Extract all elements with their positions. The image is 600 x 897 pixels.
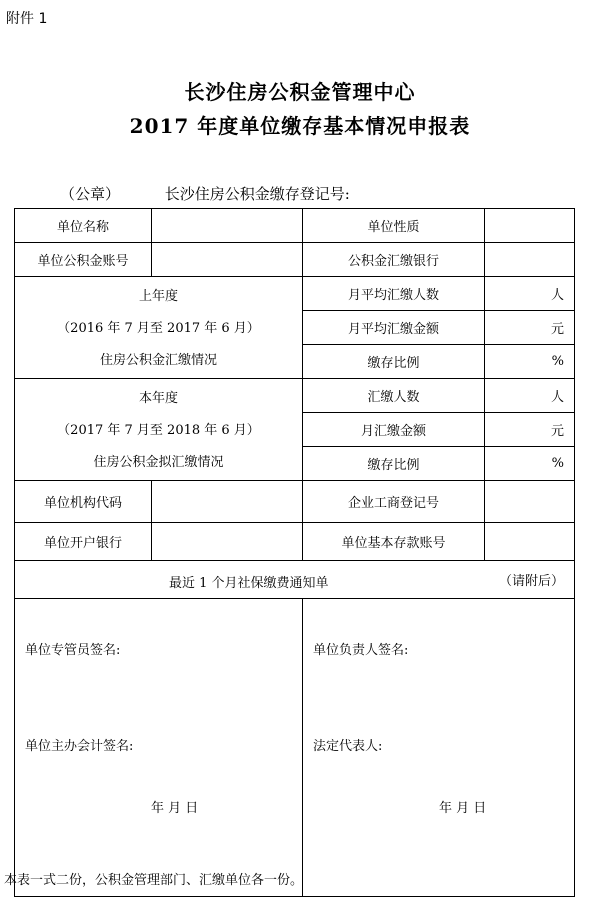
left-signature-cell[interactable] <box>15 599 303 897</box>
attachment-label: 附件 1 <box>6 11 48 27</box>
rate-label: 缴存比例 <box>303 345 485 379</box>
this-year-block <box>15 379 303 481</box>
count-label: 汇缴人数 <box>303 379 485 413</box>
avg-amount-field[interactable]: 元 <box>485 311 575 345</box>
biz-reg-label: 企业工商登记号 <box>303 481 485 523</box>
legal-rep-label: 法定代表人: <box>313 739 383 754</box>
avg-count-label: 月平均汇缴人数 <box>303 277 485 311</box>
social-notice-row <box>15 561 575 599</box>
left-date: 年 月 日 <box>151 801 199 816</box>
unit-nature-field[interactable] <box>485 209 575 243</box>
avg-amount-label: 月平均汇缴金额 <box>303 311 485 345</box>
unit-nature-label: 单位性质 <box>303 209 485 243</box>
accountant-signature-label: 单位主办会计签名: <box>25 739 134 754</box>
footer-note: 本表一式二份，公积金管理部门、汇缴单位各一份。 <box>4 873 304 888</box>
manager-signature-label: 单位专管员签名: <box>25 643 121 658</box>
rate-field[interactable]: % <box>485 345 575 379</box>
right-signature-cell[interactable] <box>303 599 575 897</box>
avg-count-field[interactable]: 人 <box>485 277 575 311</box>
declaration-form <box>14 208 575 897</box>
monthly-amount-field[interactable]: 元 <box>485 413 575 447</box>
this-year-title: 本年度 <box>138 390 178 406</box>
remit-bank-label: 公积金汇缴银行 <box>303 243 485 277</box>
chief-signature-label: 单位负责人签名: <box>313 643 409 658</box>
unit-code-label: 单位机构代码 <box>15 481 152 523</box>
attach-after-note: （请附后） <box>498 574 564 589</box>
right-date: 年 月 日 <box>439 801 487 816</box>
remit-bank-field[interactable] <box>485 243 575 277</box>
unit-name-field[interactable] <box>152 209 303 243</box>
unit-name-label: 单位名称 <box>15 209 152 243</box>
last-year-block <box>15 277 303 379</box>
monthly-amount-label: 月汇缴金额 <box>303 413 485 447</box>
basic-account-field[interactable] <box>485 523 575 561</box>
last-year-range: （2016 年 7 月至 2017 年 6 月） <box>57 320 260 336</box>
last-year-title: 上年度 <box>138 288 178 304</box>
count-field[interactable]: 人 <box>485 379 575 413</box>
title-line-2: 2017 年度单位缴存基本情况申报表 <box>129 114 471 138</box>
last-year-desc: 住房公积金汇缴情况 <box>99 352 217 368</box>
seal-label: （公章） <box>60 185 121 203</box>
title-line-1: 长沙住房公积金管理中心 <box>184 80 416 104</box>
biz-reg-field[interactable] <box>485 481 575 523</box>
rate2-field[interactable]: % <box>485 447 575 481</box>
registration-label: 长沙住房公积金缴存登记号: <box>164 185 350 203</box>
this-year-range: （2017 年 7 月至 2018 年 6 月） <box>57 422 260 438</box>
rate2-label: 缴存比例 <box>303 447 485 481</box>
basic-account-label: 单位基本存款账号 <box>303 523 485 561</box>
open-bank-field[interactable] <box>152 523 303 561</box>
unit-code-field[interactable] <box>152 481 303 523</box>
open-bank-label: 单位开户银行 <box>15 523 152 561</box>
registration-line <box>60 183 350 204</box>
social-notice-label: 最近 1 个月社保缴费通知单 <box>169 576 329 591</box>
unit-account-field[interactable] <box>152 243 303 277</box>
unit-account-label: 单位公积金账号 <box>15 243 152 277</box>
this-year-desc: 住房公积金拟汇缴情况 <box>93 454 224 470</box>
